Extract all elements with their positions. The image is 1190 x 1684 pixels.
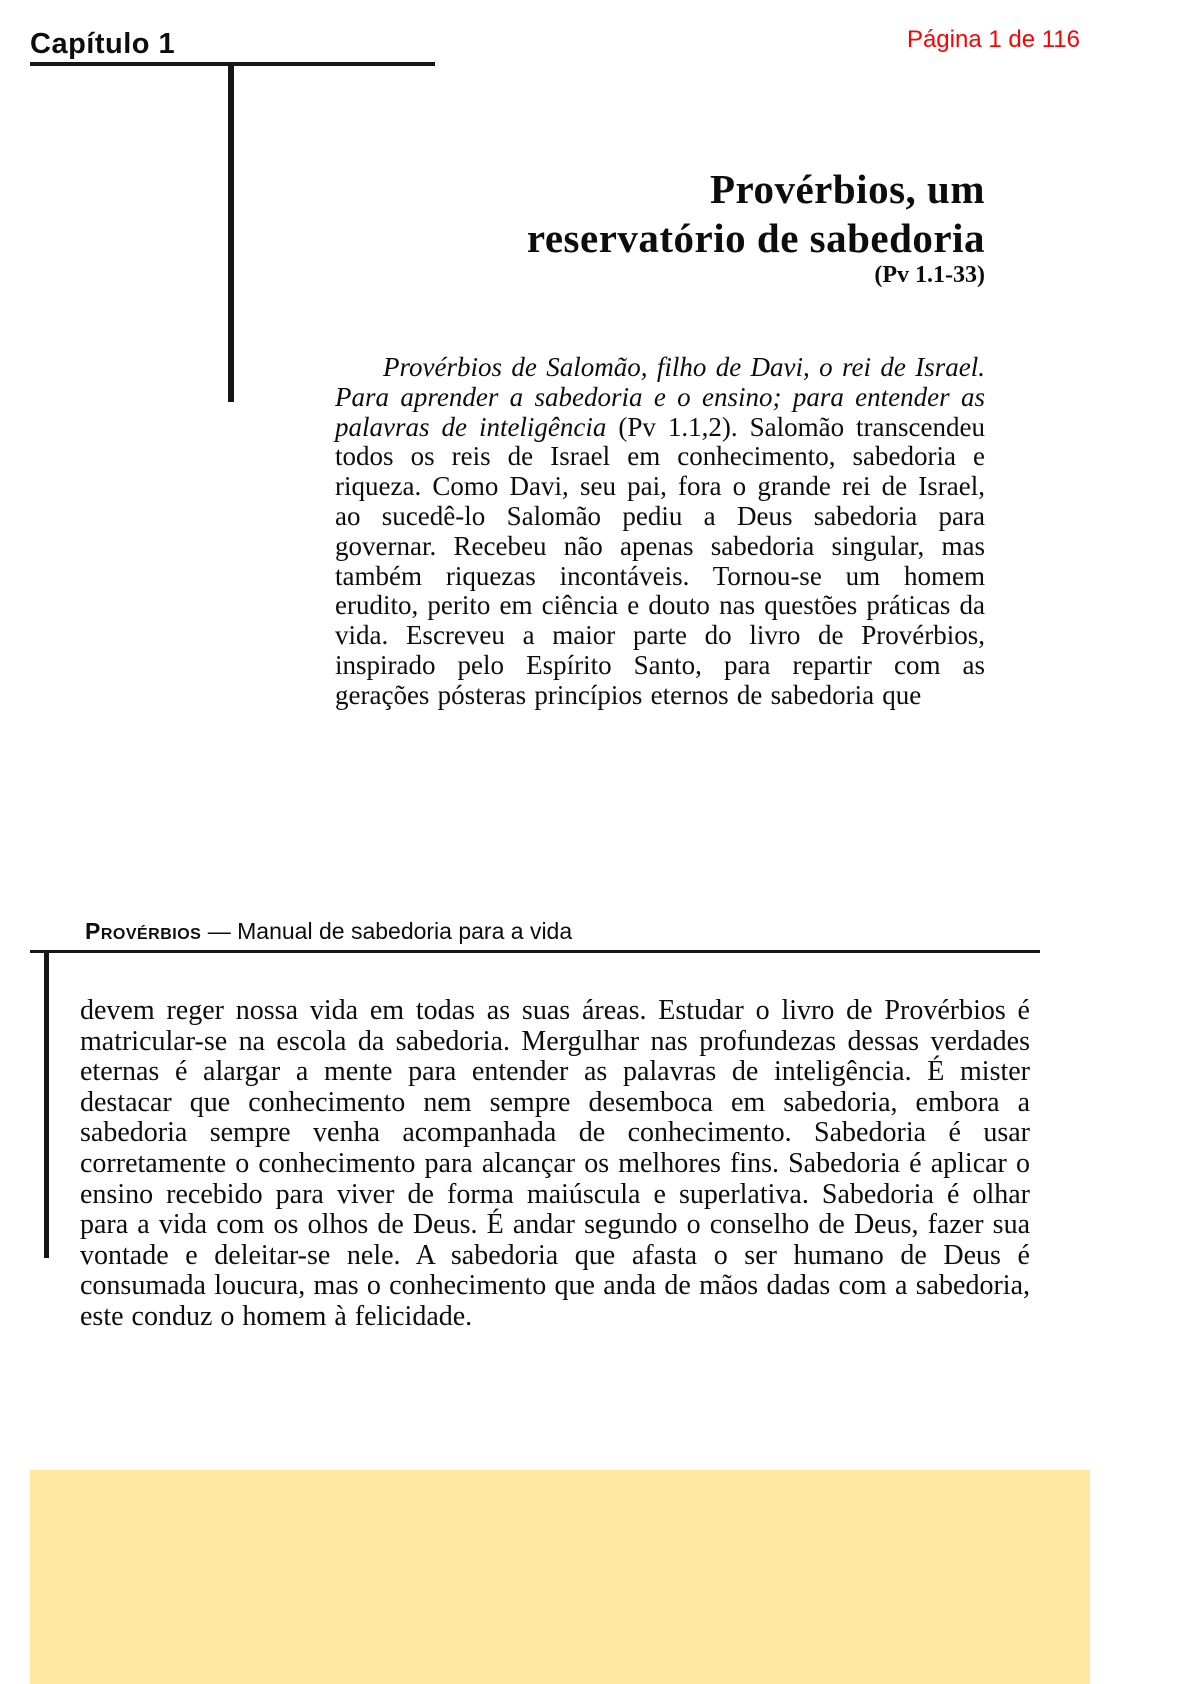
bottom-highlight-band	[30, 1470, 1090, 1684]
chapter-title-line1: Provérbios, um	[709, 166, 985, 212]
running-header-rule	[30, 950, 1040, 953]
page-indicator: Página 1 de 116	[906, 26, 1080, 53]
chapter-title	[527, 165, 985, 263]
running-header-book-name: Provérbios	[85, 918, 202, 944]
chapter-label: Capítulo 1	[30, 28, 176, 60]
body-paragraph-1	[335, 353, 985, 711]
left-vertical-rule-bottom	[44, 950, 49, 1258]
verse-reference: (Pv 1.1-33)	[874, 262, 985, 288]
running-header-subtitle: — Manual de sabedoria para a vida	[201, 918, 573, 944]
scripture-quote-italic: Provérbios de Salomão, filho de Davi, o rei de Israel. Para aprender a sabedoria e o ensino; para entender as palavras de inteligência	[335, 352, 985, 442]
chapter-title-line2: reservatório de sabedoria	[526, 215, 985, 261]
left-vertical-rule-top	[228, 62, 234, 402]
body-paragraph-1-rest: (Pv 1.1,2). Salomão transcendeu todos os reis de Israel em conhecimento, sabedoria e riqueza. Como Davi, seu pai, fora o grande rei de Israel, ao sucedê-lo Salomão pediu a Deus sabedoria para governar. Recebeu não apenas sabedoria singular, mas também riquezas incontáveis. Tornou-se um homem erudito, perito em ciência e douto nas questões práticas da vida. Escreveu a maior parte do livro de Provérbios, inspirado pelo Espírito Santo, para repartir com as gerações pósteras princípios eternos de sabedoria que	[335, 411, 985, 710]
running-header	[85, 918, 572, 945]
body-paragraph-2: devem reger nossa vida em todas as suas áreas. Estudar o livro de Provérbios é matricular-se na escola da sabedoria. Mergulhar nas profundezas dessas verdades eternas é alargar a mente para entender as palavras de inteligência. É mister destacar que conhecimento nem sempre desemboca em sabedoria, embora a sabedoria sempre venha acompanhada de conhecimento. Sabedoria é usar corretamente o conhecimento para alcançar os melhores fins. Sabedoria é aplicar o ensino recebido para viver de forma maiúscula e superlativa. Sabedoria é olhar para a vida com os olhos de Deus. É andar segundo o conselho de Deus, fazer sua vontade e deleitar-se nele. A sabedoria que afasta o ser humano de Deus é consumada loucura, mas o conhecimento que anda de mãos dadas com a sabedoria, este conduz o homem à felicidade.	[80, 995, 1030, 1332]
